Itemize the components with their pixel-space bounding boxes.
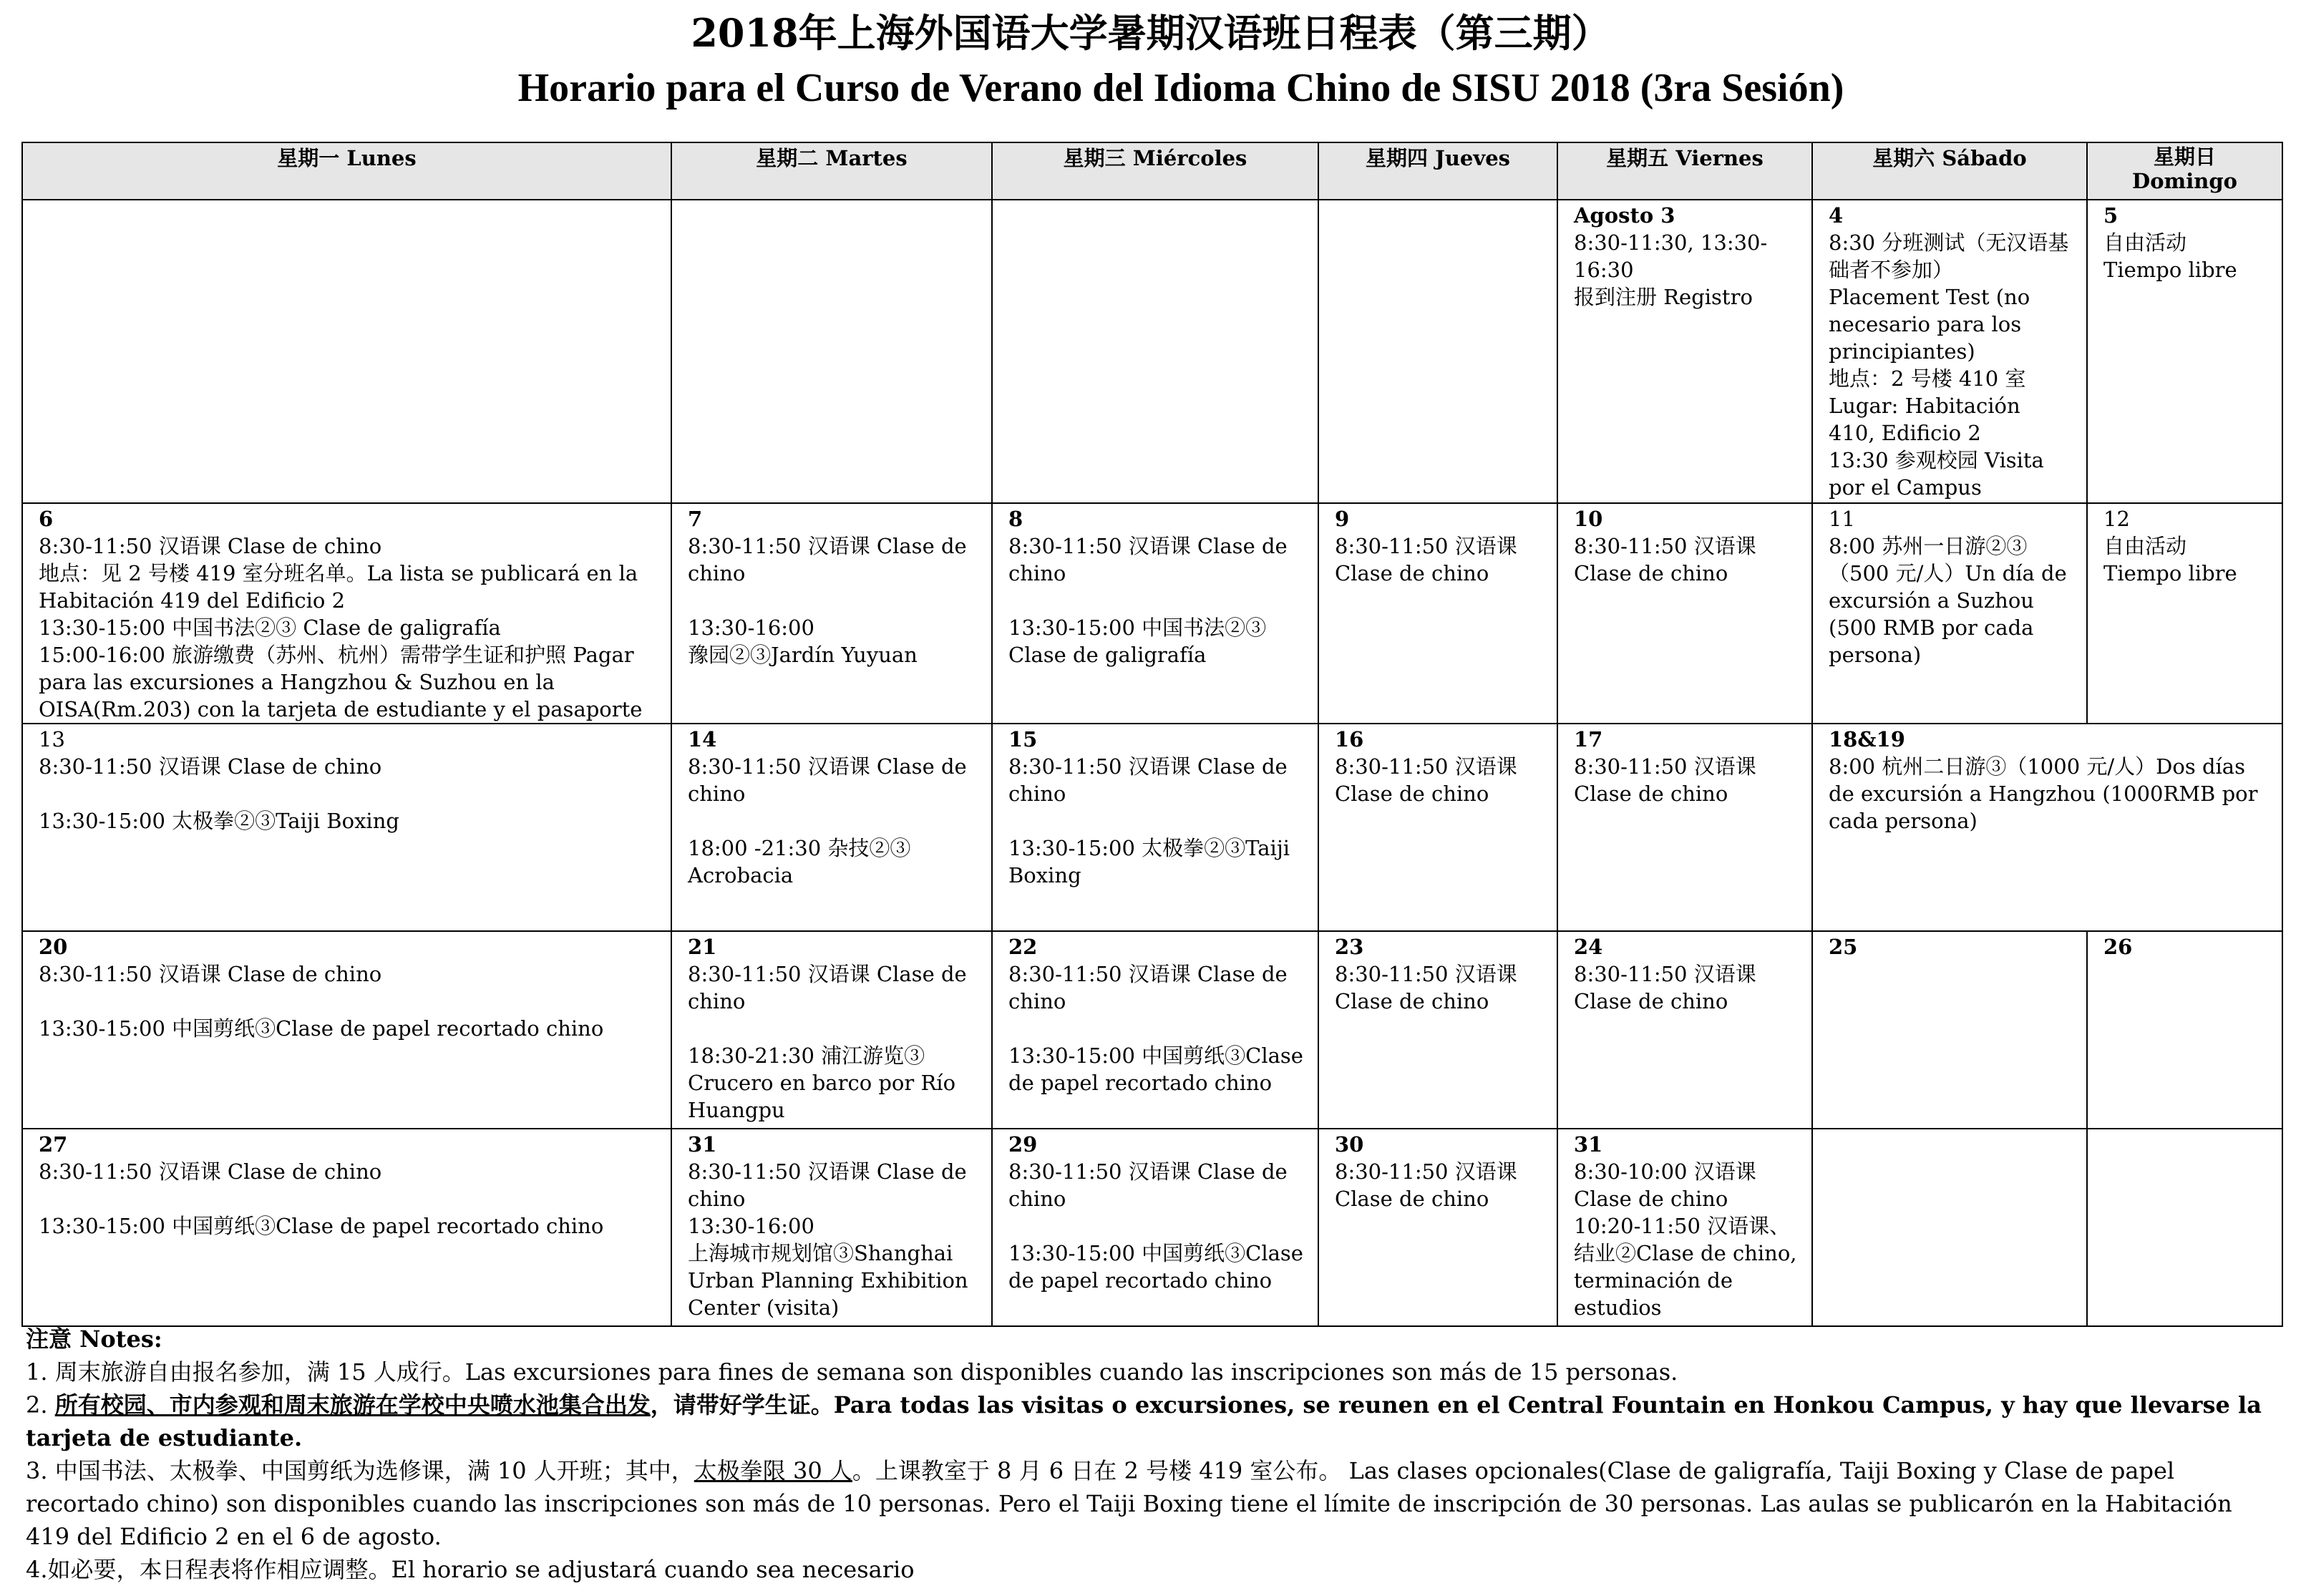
day-events: 8:30-11:50 汉语课 Clase de chino (1335, 534, 1517, 585)
day-events: 8:30-11:50 汉语课 Clase de chino 13:30-15:00 中国剪纸③Clase de papel recortado chino (1008, 962, 1303, 1095)
day-events: 8:30 分班测试（无汉语基础者不参加） Placement Test (no necesario para los principiantes) 地点：2 号楼 410 室 Lugar: Habitación 410, Edificio 2 13:30 参观校园 Visita por el Campus (1829, 230, 2069, 500)
day-cell (671, 200, 992, 503)
day-number: 10 (1574, 507, 1603, 531)
day-events: 8:30-11:50 汉语课 Clase de chino (1574, 754, 1756, 806)
day-cell (1812, 931, 2087, 1129)
day-events: 8:30-11:50 汉语课 Clase de chino 13:30-15:00 中国剪纸③Clase de papel recortado chino (1008, 1159, 1303, 1293)
day-cell (1318, 1129, 1557, 1326)
page-title-chinese: 2018年上海外国语大学暑期汉语班日程表（第三期） (691, 10, 1610, 56)
day-number: 17 (1574, 727, 1603, 751)
schedule-table (21, 142, 2283, 1327)
day-number: 8 (1008, 507, 1023, 531)
day-cell (992, 724, 1318, 931)
week-row (22, 931, 2282, 1129)
day-events: 8:30-11:50 汉语课 Clase de chino 18:00 -21:30 杂技②③ Acrobacia (688, 754, 967, 887)
day-events: 8:30-11:50 汉语课 Clase de chino (1335, 1159, 1517, 1211)
note-3-part-b: 。上课教室于 8 月 6 日在 2 号楼 419 室公布。 Las clases opcionales(Clase de galigrafía, Taiji Boxing y Clase de papel recortado chino) son disponibles cuando las inscripciones son más de 10 personas. Pero el Taiji Boxing tiene el límite de inscripción de 30 personas. Las aulas se publicarón en la Habitación 419 del Edificio 2 en el 6 de agosto. (26, 1457, 2232, 1550)
day-events: 8:30-11:50 汉语课 Clase de chino 13:30-16:00 豫园②③Jardín Yuyuan (688, 534, 967, 667)
day-events: 8:30-11:50 汉语课 Clase de chino (1335, 962, 1517, 1013)
day-cell (992, 1129, 1318, 1326)
day-number: 22 (1008, 935, 1038, 959)
note-2-underlined: 所有校园、市内参观和周末旅游在学校中央喷水池集合出发 (54, 1391, 651, 1419)
day-cell (992, 200, 1318, 503)
day-cell (2087, 503, 2282, 724)
day-cell (671, 503, 992, 724)
day-cell (2087, 200, 2282, 503)
day-number: 26 (2103, 935, 2133, 959)
day-events: 8:30-11:50 汉语课 Clase de chino 18:30-21:30 浦江游览③ Crucero en barco por Río Huangpu (688, 962, 967, 1122)
day-number: Agosto 3 (1574, 203, 1675, 228)
day-number: 20 (39, 935, 68, 959)
day-events: 8:30-11:50 汉语课 Clase de chino 13:30-15:00 中国书法②③ Clase de galigrafía (1008, 534, 1288, 667)
day-number: 16 (1335, 727, 1364, 751)
day-number: 5 (2103, 203, 2118, 228)
day-cell (1318, 931, 1557, 1129)
day-cell (22, 1129, 671, 1326)
day-cell (671, 1129, 992, 1326)
day-cell (1318, 200, 1557, 503)
day-cell (22, 931, 671, 1129)
day-number: 12 (2103, 507, 2130, 531)
week-row (22, 200, 2282, 503)
day-number: 18&19 (1829, 727, 1905, 751)
day-cell (2087, 1129, 2282, 1326)
notes-heading: 注意 Notes: (26, 1325, 162, 1353)
day-number: 13 (39, 727, 65, 751)
day-cell (671, 724, 992, 931)
note-1: 1. 周末旅游自由报名参加，满 15 人成行。Las excursiones para fines de semana son disponibles cuando las inscripciones son más de 15 personas. (26, 1358, 1678, 1386)
day-events: 8:30-11:50 汉语课 Clase de chino 13:30-15:00 太极拳②③Taiji Boxing (1008, 754, 1290, 887)
header-monday: 星期一 Lunes (22, 142, 671, 200)
day-events: 8:30-11:50 汉语课 Clase de chino 13:30-16:00 上海城市规划馆③Shanghai Urban Planning Exhibition Center (visita) (688, 1159, 968, 1320)
day-events: 8:30-11:50 汉语课 Clase de chino 13:30-15:00 太极拳②③Taiji Boxing (39, 754, 399, 833)
day-events: 8:30-11:50 汉语课 Clase de chino 13:30-15:00 中国剪纸③Clase de papel recortado chino (39, 962, 604, 1041)
day-cell (1557, 724, 1812, 931)
day-cell (1557, 200, 1812, 503)
day-cell (1318, 724, 1557, 931)
day-events: 8:30-10:00 汉语课 Clase de chino 10:20-11:50 汉语课、结业②Clase de chino, terminación de estudios (1574, 1159, 1797, 1320)
day-number: 4 (1829, 203, 1844, 228)
day-number: 9 (1335, 507, 1350, 531)
day-cell (1318, 503, 1557, 724)
day-number: 30 (1335, 1132, 1364, 1157)
note-3 (26, 1454, 2273, 1553)
note-3-underlined: 太极拳限 30 人 (694, 1457, 852, 1484)
day-number: 15 (1008, 727, 1038, 751)
day-events: 8:30-11:50 汉语课 Clase de chino (1335, 754, 1517, 806)
day-cell (1557, 503, 1812, 724)
day-number: 6 (39, 507, 54, 531)
day-cell (1557, 1129, 1812, 1326)
day-cell (22, 724, 671, 931)
day-events: 8:30-11:50 汉语课 Clase de chino (1574, 534, 1756, 585)
note-2 (26, 1388, 2273, 1454)
notes-section (26, 1323, 2273, 1586)
day-number: 14 (688, 727, 717, 751)
day-cell-weekend (1812, 724, 2282, 931)
day-cell (1812, 503, 2087, 724)
day-number: 23 (1335, 935, 1364, 959)
day-cell (992, 503, 1318, 724)
day-number: 24 (1574, 935, 1603, 959)
day-number: 27 (39, 1132, 68, 1157)
week-row (22, 1129, 2282, 1326)
day-events: 8:00 苏州一日游②③（500 元/人）Un día de excursión a Suzhou (500 RMB por cada persona) (1829, 534, 2067, 667)
day-cell (1812, 1129, 2087, 1326)
header-tuesday: 星期二 Martes (671, 142, 992, 200)
day-events: 自由活动 Tiempo libre (2103, 534, 2237, 585)
header-saturday: 星期六 Sábado (1812, 142, 2087, 200)
day-cell (1812, 200, 2087, 503)
day-cell (2087, 931, 2282, 1129)
day-cell (1557, 931, 1812, 1129)
header-friday: 星期五 Viernes (1557, 142, 1812, 200)
day-events: 8:30-11:50 汉语课 Clase de chino 13:30-15:00 中国剪纸③Clase de papel recortado chino (39, 1159, 604, 1238)
week-row (22, 503, 2282, 724)
header-thursday: 星期四 Jueves (1318, 142, 1557, 200)
day-number: 31 (1574, 1132, 1603, 1157)
note-2-number: 2. (26, 1391, 55, 1419)
day-events: 8:00 杭州二日游③（1000 元/人）Dos días de excursión a Hangzhou (1000RMB por cada persona) (1829, 754, 2258, 833)
week-row (22, 724, 2282, 931)
page-title-spanish: Horario para el Curso de Verano del Idioma Chino de SISU 2018 (3ra Sesión) (517, 66, 1844, 110)
day-events: 8:30-11:50 汉语课 Clase de chino (1574, 962, 1756, 1013)
day-cell (992, 931, 1318, 1129)
day-cell (671, 931, 992, 1129)
note-2-bold: ，请带好学生证。Para todas las visitas o excursiones, se reunen en el Central Fountain en Honkou Campus, y hay que llevarse la tarjeta de estudiante. (26, 1391, 2262, 1451)
day-number: 25 (1829, 935, 1858, 959)
day-number: 29 (1008, 1132, 1038, 1157)
weekday-header-row (22, 142, 2282, 200)
day-number: 11 (1829, 507, 1855, 531)
day-events: 8:30-11:30, 13:30-16:30 报到注册 Registro (1574, 230, 1768, 309)
day-events: 8:30-11:50 汉语课 Clase de chino 地点：见 2 号楼 419 室分班名单。La lista se publicará en la Habitación 419 del Edificio 2 13:30-15:00 中国书法②③ Clase de galigrafía 15:00-16:00 旅游缴费（苏州、杭州）需带学生证和护照 Pagar para las excursiones a Hangzhou & Suzhou en la OISA(Rm.203) con la tarjeta de estudiante y el pasaporte (39, 534, 643, 721)
day-cell (22, 503, 671, 724)
day-number: 21 (688, 935, 717, 959)
header-sunday: 星期日 Domingo (2087, 142, 2282, 200)
day-events: 自由活动 Tiempo libre (2103, 230, 2237, 282)
note-4: 4.如必要，本日程表将作相应调整。El horario se adjustará cuando sea necesario (26, 1556, 915, 1583)
day-number: 31 (688, 1132, 717, 1157)
note-3-part-a: 3. 中国书法、太极拳、中国剪纸为选修课，满 10 人开班；其中， (26, 1457, 694, 1484)
header-wednesday: 星期三 Miércoles (992, 142, 1318, 200)
day-number: 7 (688, 507, 703, 531)
day-cell (22, 200, 671, 503)
